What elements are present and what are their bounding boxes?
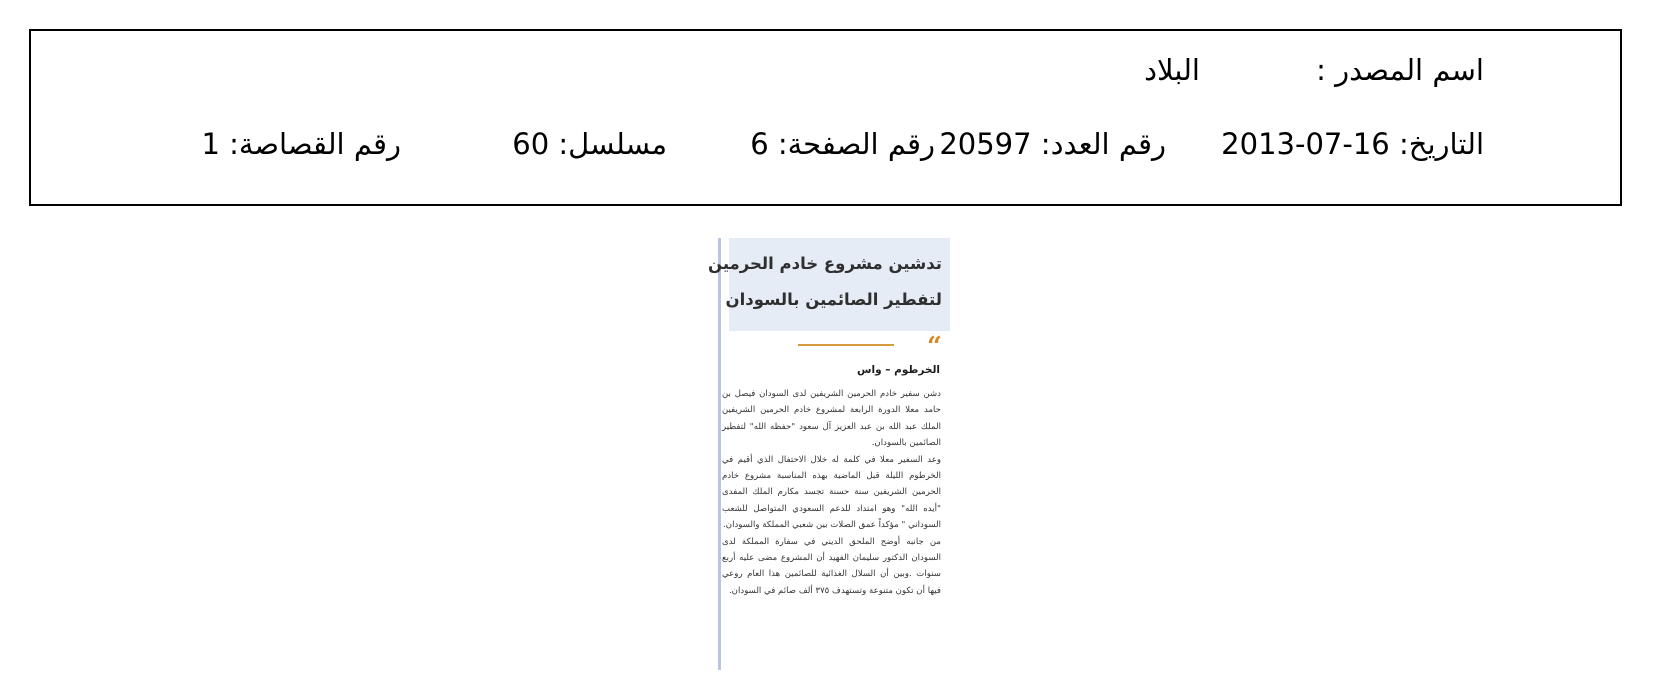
headline-line-2: لتفطير الصائمين بالسودان (725, 290, 942, 309)
serial-field: مسلسل: 60 (512, 127, 667, 161)
clipping-byline: الخرطوم – واس (857, 364, 940, 376)
quote-mark-icon: “ (927, 332, 942, 362)
source-label: اسم المصدر : (1316, 53, 1484, 87)
clipping-body (722, 386, 941, 599)
clip-number-field: رقم القصاصة: 1 (201, 127, 401, 161)
headline-line-1: تدشين مشروع خادم الحرمين (707, 254, 942, 273)
body-paragraph-1: دشن سفير خادم الحرمين الشريفين لدى السودان فيصل بن حامد معلا الدورة الرابعة لمشروع خادم الحرمين الشريفين الملك عبد الله بن عبد العزيز آل سعود "حفظه الله" لتفطير الصائمين بالسودان. (722, 389, 941, 449)
date-field: التاريخ: 16-07-2013 (1221, 127, 1484, 161)
source-value: البلاد (1144, 53, 1200, 87)
body-paragraph-3: من جانبه أوضح الملحق الديني في سفارة المملكة لدى السودان الدكتور سليمان الفهيد أن المشروع مضى عليه أربع سنوات .وبين أن السلال الغذائية للصائمين هذا العام روعي فيها أن تكون متنوعة وتستهدف ٣٧٥ ألف صائم في السودان. (722, 536, 941, 596)
issue-number-field: رقم العدد: 20597 (939, 127, 1166, 161)
clipping-headline (707, 246, 942, 318)
column-rule (718, 238, 721, 670)
page-number-field: رقم الصفحة: 6 (750, 127, 935, 161)
body-paragraph-2: وعد السفير معلا في كلمة له خلال الاحتفال الذي أقيم في الخرطوم الليلة قبل الماضية بهذه المناسبة مشروع خادم الحرمين الشريفين سنة حسنة تجسد مكارم الملك المفدى "أيده الله" وهو امتداد للدعم السعودي المتواصل للشعب السوداني " مؤكداً عمق الصلات بين شعبي المملكة والسودان. (722, 454, 941, 531)
divider-line (798, 344, 894, 346)
newspaper-clipping (707, 238, 950, 670)
clipping-headline-panel (707, 238, 950, 331)
